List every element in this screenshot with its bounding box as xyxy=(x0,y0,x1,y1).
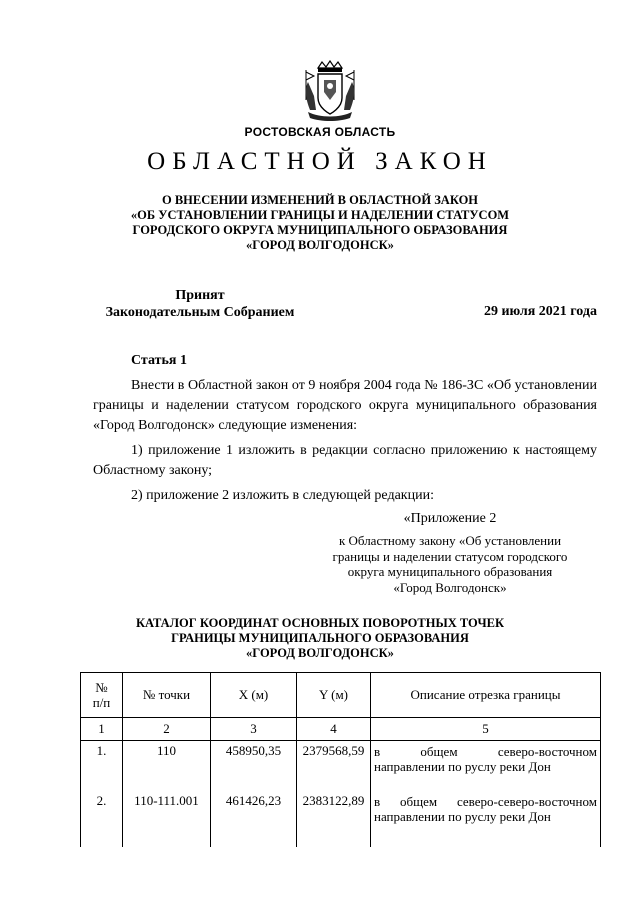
table-header-row xyxy=(81,673,601,718)
article-paragraph: Внести в Областной закон от 9 ноября 2004 года № 186-ЗС «Об установлении границы и наделении статусом городского округа муниципального образования «Город Волгодонск» следующие изменения: xyxy=(93,378,597,433)
coordinates-table xyxy=(80,672,601,847)
table-cell: 1. xyxy=(81,741,123,792)
catalog-title-line: ГРАНИЦЫ МУНИЦИПАЛЬНОГО ОБРАЗОВАНИЯ xyxy=(171,631,469,645)
appendix-line: к Областному закону «Об установлении xyxy=(338,533,562,548)
appendix-line: границы и наделении статусом городского xyxy=(332,548,568,564)
table-cell: 3 xyxy=(211,718,297,741)
table-row xyxy=(81,741,601,792)
appendix-line: «Город Волгодонск» xyxy=(393,579,507,595)
table-cell: в общем северо-восточном направлении по руслу реки Дон xyxy=(371,741,601,792)
article-title: Статья 1 xyxy=(131,353,187,368)
subtitle-line: ГОРОДСКОГО ОКРУГА МУНИЦИПАЛЬНОГО ОБРАЗОВАНИЯ xyxy=(132,223,508,237)
table-cell: 2. xyxy=(81,791,123,847)
coat-of-arms-icon xyxy=(300,60,360,122)
table-row xyxy=(81,718,601,741)
adoption-date: 29 июля 2021 года xyxy=(483,304,597,319)
appendix-line: округа муниципального образования xyxy=(347,564,553,579)
subtitle-line: О ВНЕСЕНИИ ИЗМЕНЕНИЙ В ОБЛАСТНОЙ ЗАКОН xyxy=(161,193,479,207)
header-cell: № точки xyxy=(123,673,211,718)
header-num-text: № п/п xyxy=(92,680,111,710)
header-cell xyxy=(81,673,123,718)
table-cell: 5 xyxy=(371,718,601,741)
table-cell: 1 xyxy=(81,718,123,741)
appendix-reference xyxy=(300,533,600,595)
table-cell: 110-111.001 xyxy=(123,791,211,847)
table-row xyxy=(81,791,601,847)
header-cell: X (м) xyxy=(211,673,297,718)
table-cell: 2383122,89 xyxy=(297,791,371,847)
adoption-line: Законодательным Собранием xyxy=(105,305,295,320)
appendix-title: «Приложение 2 xyxy=(403,511,497,526)
catalog-title-line: КАТАЛОГ КООРДИНАТ ОСНОВНЫХ ПОВОРОТНЫХ ТОЧЕК xyxy=(135,616,505,630)
region-name: РОСТОВСКАЯ ОБЛАСТЬ xyxy=(244,125,396,139)
subtitle-line: «ГОРОД ВОЛГОДОНСК» xyxy=(246,238,394,252)
table-cell: 461426,23 xyxy=(211,791,297,847)
catalog-title-line: «ГОРОД ВОЛГОДОНСК» xyxy=(246,646,394,660)
subtitle-line: «ОБ УСТАНОВЛЕНИИ ГРАНИЦЫ И НАДЕЛЕНИИ СТАТУСОМ xyxy=(130,208,510,222)
table-cell: 110 xyxy=(123,741,211,792)
table-cell: 458950,35 xyxy=(211,741,297,792)
article-paragraph: 1) приложение 1 изложить в редакции согласно приложению к настоящему Областному закону; xyxy=(93,443,597,478)
adoption-block xyxy=(95,287,305,321)
table-cell: 2 xyxy=(123,718,211,741)
article-paragraph: 2) приложение 2 изложить в следующей редакции: xyxy=(131,488,434,503)
table-cell: 4 xyxy=(297,718,371,741)
law-title: ОБЛАСТНОЙ ЗАКОН xyxy=(147,148,493,175)
table-cell: в общем северо-северо-восточном направлении по руслу реки Дон xyxy=(371,791,601,847)
catalog-title xyxy=(0,616,640,661)
header-cell: Y (м) xyxy=(297,673,371,718)
adoption-line: Принят xyxy=(175,288,225,303)
header-cell: Описание отрезка границы xyxy=(371,673,601,718)
law-subtitle xyxy=(0,193,640,253)
table-cell: 2379568,59 xyxy=(297,741,371,792)
